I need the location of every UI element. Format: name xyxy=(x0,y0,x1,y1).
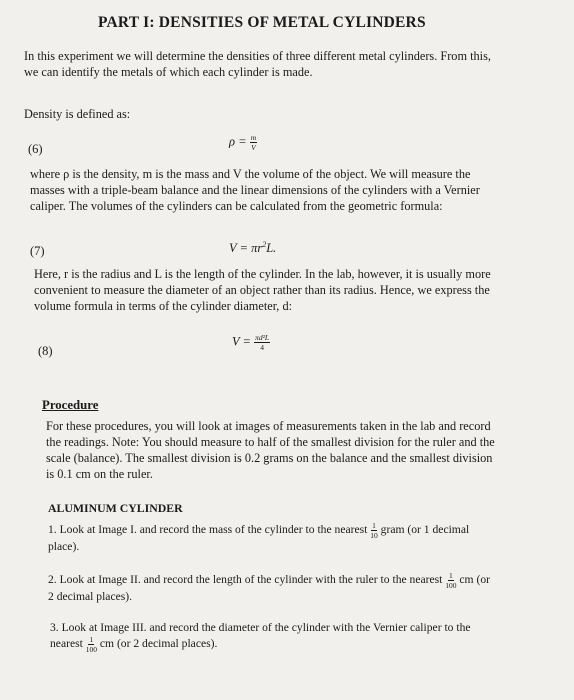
step-3-fraction-numerator: 1 xyxy=(89,635,94,644)
equation-6 xyxy=(229,134,257,151)
equation-6-fraction xyxy=(250,134,257,151)
step-1-fraction-denominator: 10 xyxy=(370,530,378,540)
equation-7-expression: V = πr xyxy=(229,241,263,256)
step-1-text-end: gram (or 1 decimal place). xyxy=(48,523,470,553)
equation-6-lhs: ρ = xyxy=(229,134,247,149)
aluminum-heading: ALUMINUM CYLINDER xyxy=(48,501,183,515)
equation-7-exponent: 2 xyxy=(262,240,267,249)
equation-7 xyxy=(229,240,276,256)
equation-6-numerator: m xyxy=(250,133,257,142)
intro-paragraph: In this experiment we will determine the densities of three different metal cylinders. From this, we can identify the metals of which each cylinder is made. xyxy=(24,49,491,79)
equation-8-denominator: 4 xyxy=(260,342,264,352)
step-3-fraction xyxy=(86,636,97,653)
step-2-text: 2. Look at Image II. and record the length of the cylinder with the ruler to the nearest xyxy=(48,573,446,587)
step-3-text: 3. Look at Image III. and record the diameter of the cylinder with the Vernier caliper to the nearest xyxy=(50,621,471,651)
step-1 xyxy=(48,522,498,555)
step-1-text: 1. Look at Image I. and record the mass of the cylinder to the nearest xyxy=(48,523,371,537)
step-3-text-end: cm (or 2 decimal places). xyxy=(96,637,218,651)
equation-7-label: (7) xyxy=(30,244,45,258)
equation-6-label: (6) xyxy=(28,142,43,156)
step-2-fraction-denominator: 100 xyxy=(445,580,457,590)
equation-8-fraction xyxy=(254,334,270,351)
equation-7-tail: L. xyxy=(266,241,277,256)
where-paragraph: where ρ is the density, m is the mass and V the volume of the object. We will measure the masses with a triple-beam balance and the linear dimensions of the cylinders with a Vernier caliper. The volumes of the cylinders can be calculated from the geometric formula: xyxy=(30,167,480,213)
procedure-heading: Procedure xyxy=(42,398,99,412)
page-title: PART I: DENSITIES OF METAL CYLINDERS xyxy=(98,14,426,31)
step-3 xyxy=(50,620,500,653)
here-paragraph: Here, r is the radius and L is the length of the cylinder. In the lab, however, it is usually more convenient to measure the diameter of an object rather than its radius. Hence, we express the volume formula in terms of the cylinder diameter, d: xyxy=(34,267,491,313)
step-2 xyxy=(48,572,498,605)
step-1-fraction-numerator: 1 xyxy=(372,521,376,530)
step-2-fraction xyxy=(445,572,456,589)
density-definition-text: Density is defined as: xyxy=(24,107,131,121)
step-3-fraction-denominator: 100 xyxy=(85,644,97,654)
equation-6-denominator: V xyxy=(251,142,256,152)
step-2-text-end: cm (or 2 decimal places). xyxy=(48,573,490,603)
procedure-paragraph: For these procedures, you will look at images of measurements taken in the lab and record the readings. Note: You should measure to half of the smallest division for the ruler and the scale (balance). The smallest division is 0.2 grams on the balance and the smallest division is 0.1 cm on the ruler. xyxy=(46,419,495,481)
step-1-fraction xyxy=(370,522,378,539)
step-2-fraction-numerator: 1 xyxy=(449,571,453,580)
equation-8-lhs: V = xyxy=(232,334,251,349)
equation-8-numerator: πd²L xyxy=(255,333,270,342)
equation-8-label: (8) xyxy=(38,344,53,358)
equation-8 xyxy=(232,334,270,351)
